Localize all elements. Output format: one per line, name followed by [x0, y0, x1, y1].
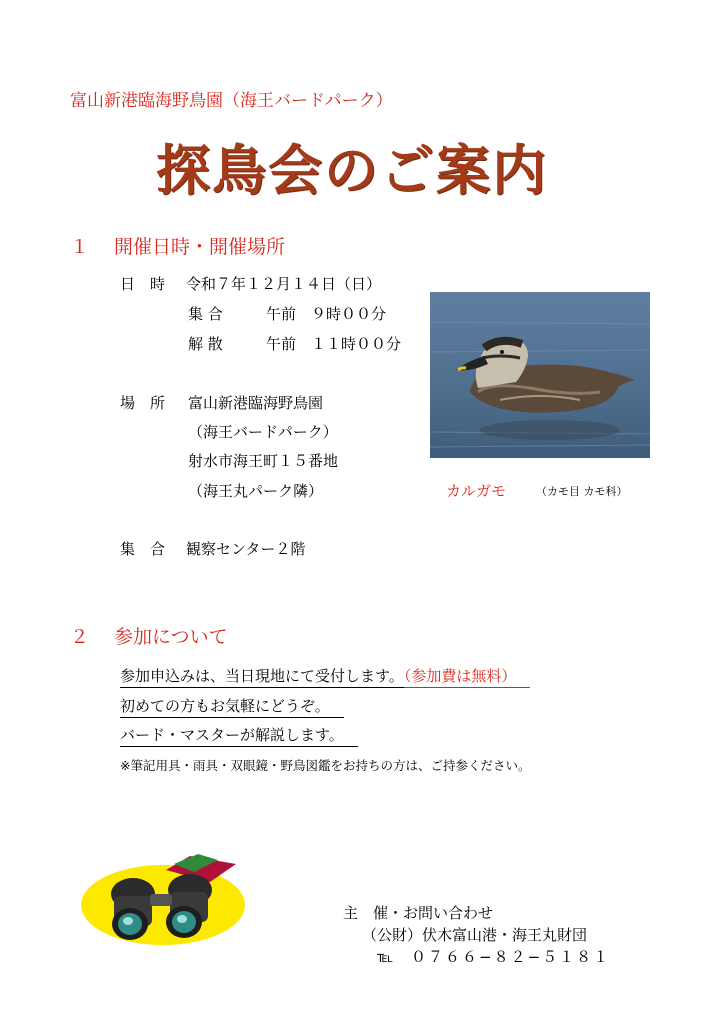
- place-line-2: （海王バードパーク）: [188, 423, 338, 441]
- participation-line-3: バード・マスターが解説します。: [120, 726, 358, 747]
- place-line-1: 富山新港臨海野鳥園: [188, 394, 324, 412]
- tel-label: ℡: [377, 948, 394, 966]
- place-line-3: 射水市海王町１５番地: [188, 452, 339, 470]
- datetime-row: [120, 273, 381, 294]
- gather-time: 午前 ９時００分: [266, 305, 387, 323]
- section1-number: １: [70, 236, 90, 258]
- participation-line-2-wrap: [120, 695, 344, 716]
- participation-line-1: [120, 665, 530, 686]
- datetime-label: 日 時: [120, 275, 166, 293]
- participation-line-2: 初めての方もお気軽にどうぞ。: [120, 697, 344, 718]
- section2-title: 参加について: [114, 626, 228, 648]
- tel-number: ０７６６−８２−５１８１: [411, 948, 611, 966]
- section1-title: 開催日時・開催場所: [114, 236, 286, 258]
- dismiss-label: 解 散: [188, 335, 223, 353]
- meet-place: 観察センター２階: [186, 540, 306, 558]
- application-text: 参加申込みは、当日現地にて受付します。: [120, 667, 404, 688]
- fee-text: （参加費は無料）: [404, 667, 531, 688]
- photo-caption: カルガモ: [446, 482, 507, 500]
- binoculars-icon: [78, 850, 248, 950]
- photo-classification: （カモ目 カモ科）: [536, 485, 628, 498]
- place-label: 場 所: [120, 394, 166, 412]
- contact-org: （公財）伏木富山港・海王丸財団: [362, 926, 588, 944]
- dismiss-row: [188, 333, 401, 354]
- section2-heading: [70, 622, 228, 649]
- organizer-title: 富山新港臨海野鳥園（海王バードパーク）: [70, 91, 393, 111]
- contact-label: 主 催・お問い合わせ: [343, 904, 494, 922]
- place-line-4: （海王丸パーク隣）: [188, 482, 324, 500]
- page-title: 探鳥会のご案内: [156, 139, 548, 202]
- bring-items-note: ※筆記用具・雨具・双眼鏡・野鳥図鑑をお持ちの方は、ご持参ください。: [120, 758, 531, 773]
- gather-label: 集 合: [188, 305, 223, 323]
- section2-number: ２: [70, 626, 90, 648]
- gather-row: [188, 303, 386, 324]
- meet-label: 集 合: [120, 540, 166, 558]
- duck-photo: [430, 292, 650, 458]
- meet-row: [120, 538, 305, 559]
- contact-tel-row: [377, 946, 610, 967]
- dismiss-time: 午前 １１時００分: [266, 335, 402, 353]
- section1-heading: [70, 232, 285, 259]
- participation-line-3-wrap: [120, 724, 358, 745]
- event-date: 令和７年１２月１４日（日）: [186, 275, 382, 293]
